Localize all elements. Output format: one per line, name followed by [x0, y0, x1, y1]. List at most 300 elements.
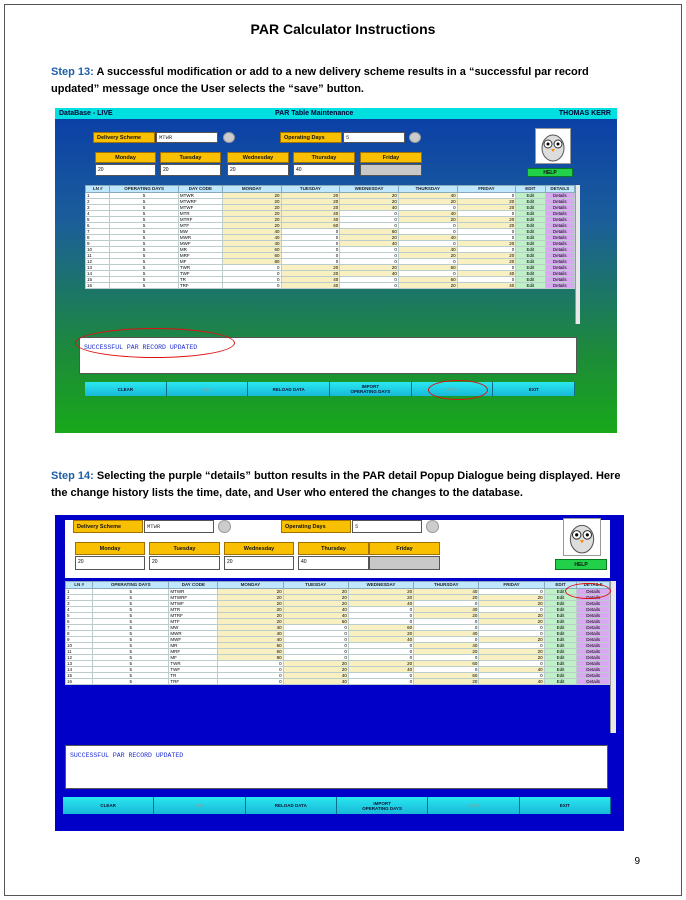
table-scrollbar[interactable]: [575, 185, 580, 324]
details-button[interactable]: Details: [577, 643, 610, 649]
column-header: TUESDAY: [283, 582, 348, 589]
table-cell[interactable]: 20: [281, 205, 340, 211]
table-cell[interactable]: 0: [283, 649, 348, 655]
edit-button[interactable]: Edit: [516, 283, 545, 289]
thursday-input[interactable]: 40: [298, 556, 369, 570]
table-cell[interactable]: 20: [414, 679, 479, 685]
details-button[interactable]: Details: [545, 271, 574, 277]
delivery-scheme-field[interactable]: MTWR: [144, 520, 214, 533]
table-cell[interactable]: 40: [457, 271, 516, 277]
wednesday-header: Wednesday: [224, 542, 294, 555]
table-cell[interactable]: 0: [479, 661, 544, 667]
table-cell[interactable]: 20: [222, 205, 281, 211]
table-cell: 10: [86, 247, 110, 253]
table-cell[interactable]: 40: [414, 631, 479, 637]
edit-button[interactable]: Edit: [544, 607, 577, 613]
table-cell[interactable]: 20: [398, 253, 457, 259]
edit-button[interactable]: Edit: [516, 229, 545, 235]
table-cell[interactable]: 20: [222, 217, 281, 223]
table-cell[interactable]: 60: [222, 247, 281, 253]
table-cell[interactable]: 20: [281, 193, 340, 199]
details-button[interactable]: Details: [577, 667, 610, 673]
table-cell[interactable]: 20: [479, 637, 544, 643]
table-cell: 16: [86, 283, 110, 289]
edit-button[interactable]: Edit: [516, 259, 545, 265]
operating-days-field[interactable]: 5: [343, 132, 405, 143]
table-cell: TWR: [178, 265, 222, 271]
table-cell[interactable]: 0: [218, 661, 283, 667]
details-button[interactable]: Details: [545, 259, 574, 265]
table-cell[interactable]: 0: [414, 625, 479, 631]
table-cell[interactable]: 0: [222, 265, 281, 271]
table-cell: 5: [110, 241, 178, 247]
table-cell[interactable]: 40: [398, 211, 457, 217]
table-cell[interactable]: 40: [457, 283, 516, 289]
table-scrollbar[interactable]: [610, 581, 616, 733]
table-cell[interactable]: 0: [340, 259, 399, 265]
tuesday-input[interactable]: 20: [160, 164, 221, 176]
table-cell[interactable]: 20: [283, 667, 348, 673]
table-row[interactable]: [66, 679, 610, 685]
edit-button[interactable]: Edit: [516, 193, 545, 199]
table-cell[interactable]: 20: [340, 193, 399, 199]
step-13-paragraph: [51, 64, 621, 98]
table-cell[interactable]: 20: [340, 199, 399, 205]
edit-button[interactable]: Edit: [544, 589, 577, 595]
table-cell[interactable]: 20: [479, 649, 544, 655]
table-cell[interactable]: 0: [457, 229, 516, 235]
edit-button[interactable]: Edit: [516, 277, 545, 283]
edit-button[interactable]: Edit: [544, 643, 577, 649]
table-cell[interactable]: 40: [222, 229, 281, 235]
import-operating-days-button[interactable]: IMPORT OPERATING DAYS: [330, 382, 412, 396]
table-cell[interactable]: 40: [281, 283, 340, 289]
page-number: 9: [634, 856, 640, 867]
table-cell[interactable]: 20: [283, 601, 348, 607]
details-button[interactable]: Details: [545, 199, 574, 205]
details-button[interactable]: Details: [577, 607, 610, 613]
details-button[interactable]: Details: [577, 649, 610, 655]
details-button[interactable]: Details: [577, 601, 610, 607]
table-cell[interactable]: 20: [457, 253, 516, 259]
table-cell[interactable]: 60: [398, 265, 457, 271]
table-cell[interactable]: 20: [457, 241, 516, 247]
table-cell[interactable]: 0: [398, 229, 457, 235]
table-cell: 1: [86, 193, 110, 199]
table-cell[interactable]: 40: [398, 247, 457, 253]
table-cell[interactable]: 0: [479, 607, 544, 613]
monday-input[interactable]: 20: [75, 556, 145, 570]
table-cell[interactable]: 20: [414, 613, 479, 619]
edit-button[interactable]: Edit: [516, 271, 545, 277]
table-cell[interactable]: 0: [340, 223, 399, 229]
table-cell[interactable]: 20: [414, 595, 479, 601]
table-cell[interactable]: 60: [283, 619, 348, 625]
table-cell[interactable]: 60: [398, 277, 457, 283]
edit-button[interactable]: Edit: [516, 265, 545, 271]
table-cell[interactable]: 0: [283, 637, 348, 643]
column-header: THURSDAY: [398, 186, 457, 193]
thursday-input[interactable]: 40: [293, 164, 355, 176]
table-cell: 5: [110, 223, 178, 229]
details-button[interactable]: Details: [545, 277, 574, 283]
table-cell[interactable]: 80: [218, 655, 283, 661]
table-cell[interactable]: 0: [281, 247, 340, 253]
friday-input[interactable]: [369, 556, 440, 570]
table-cell[interactable]: 0: [222, 283, 281, 289]
table-cell[interactable]: 0: [348, 643, 413, 649]
details-button[interactable]: Details: [577, 661, 610, 667]
table-cell: 5: [66, 613, 93, 619]
details-button[interactable]: Details: [545, 229, 574, 235]
table-cell[interactable]: 0: [218, 679, 283, 685]
help-button[interactable]: HELP: [555, 559, 607, 570]
details-button[interactable]: Details: [545, 247, 574, 253]
table-cell[interactable]: 20: [222, 199, 281, 205]
exit-button[interactable]: EXIT: [493, 382, 575, 396]
edit-button[interactable]: Edit: [516, 253, 545, 259]
table-cell: MWF: [178, 241, 222, 247]
table-cell[interactable]: 0: [457, 211, 516, 217]
table-cell[interactable]: 0: [414, 637, 479, 643]
table-cell: 5: [93, 607, 169, 613]
table-cell[interactable]: 40: [283, 673, 348, 679]
table-cell[interactable]: 0: [414, 619, 479, 625]
save-button[interactable]: SAVE: [412, 382, 494, 396]
column-header: FRIDAY: [457, 186, 516, 193]
table-cell[interactable]: 0: [479, 589, 544, 595]
edit-button[interactable]: Edit: [516, 217, 545, 223]
table-cell[interactable]: 20: [218, 607, 283, 613]
table-cell[interactable]: 40: [222, 235, 281, 241]
table-cell[interactable]: 20: [283, 595, 348, 601]
edit-button[interactable]: Edit: [544, 667, 577, 673]
table-cell[interactable]: 20: [340, 265, 399, 271]
delivery-scheme-label: Delivery Scheme: [73, 520, 143, 533]
table-cell[interactable]: 0: [218, 667, 283, 673]
edit-button[interactable]: Edit: [516, 205, 545, 211]
table-cell[interactable]: 0: [283, 655, 348, 661]
table-cell[interactable]: 0: [283, 643, 348, 649]
screenshot-step-13: [55, 108, 617, 433]
edit-button[interactable]: Edit: [544, 673, 577, 679]
table-cell[interactable]: 40: [283, 607, 348, 613]
edit-button[interactable]: Edit: [516, 211, 545, 217]
table-cell: MTR: [178, 211, 222, 217]
table-cell: 9: [86, 241, 110, 247]
exit-button[interactable]: EXIT: [520, 797, 611, 814]
details-button[interactable]: Details: [577, 589, 610, 595]
table-cell[interactable]: 20: [457, 223, 516, 229]
table-cell[interactable]: 40: [281, 211, 340, 217]
table-cell[interactable]: 40: [218, 637, 283, 643]
table-cell: 9: [66, 637, 93, 643]
table-cell[interactable]: 40: [348, 637, 413, 643]
table-cell: 5: [93, 649, 169, 655]
table-cell[interactable]: 20: [222, 223, 281, 229]
delivery-scheme-field[interactable]: MTWR: [156, 132, 218, 143]
table-cell[interactable]: 40: [348, 601, 413, 607]
details-button[interactable]: Details: [577, 673, 610, 679]
table-cell[interactable]: 0: [414, 667, 479, 673]
table-cell[interactable]: 20: [218, 589, 283, 595]
edit-button[interactable]: Edit: [544, 649, 577, 655]
edit-button[interactable]: Edit: [544, 637, 577, 643]
table-cell[interactable]: 0: [340, 217, 399, 223]
table-cell: MRF: [178, 253, 222, 259]
table-cell[interactable]: 20: [479, 655, 544, 661]
reload-data-button[interactable]: RELOAD DATA: [246, 797, 337, 814]
table-cell[interactable]: 40: [398, 193, 457, 199]
details-button[interactable]: Details: [545, 253, 574, 259]
table-cell[interactable]: 40: [283, 613, 348, 619]
details-button[interactable]: Details: [545, 283, 574, 289]
edit-button[interactable]: Edit: [516, 223, 545, 229]
details-button[interactable]: Details: [545, 265, 574, 271]
table-cell[interactable]: 0: [222, 271, 281, 277]
table-cell[interactable]: 0: [479, 625, 544, 631]
delivery-scheme-lookup-icon[interactable]: [218, 520, 231, 533]
edit-button[interactable]: Edit: [544, 613, 577, 619]
table-cell[interactable]: 0: [479, 673, 544, 679]
table-cell[interactable]: 0: [398, 259, 457, 265]
table-cell[interactable]: 40: [218, 631, 283, 637]
table-cell[interactable]: 20: [457, 205, 516, 211]
table-cell[interactable]: 20: [340, 235, 399, 241]
table-cell[interactable]: 20: [479, 595, 544, 601]
table-cell[interactable]: 0: [348, 613, 413, 619]
table-cell[interactable]: 40: [414, 607, 479, 613]
table-cell[interactable]: 40: [218, 625, 283, 631]
table-cell[interactable]: 0: [348, 655, 413, 661]
details-button[interactable]: Details: [577, 655, 610, 661]
table-cell[interactable]: 20: [414, 649, 479, 655]
clear-button[interactable]: CLEAR: [85, 382, 167, 396]
table-cell[interactable]: 0: [218, 673, 283, 679]
table-cell[interactable]: 20: [479, 601, 544, 607]
table-cell: 5: [110, 229, 178, 235]
table-cell[interactable]: 40: [281, 277, 340, 283]
table-cell[interactable]: 20: [479, 613, 544, 619]
app-title-bar: [55, 108, 617, 119]
table-cell[interactable]: 0: [340, 211, 399, 217]
table-cell[interactable]: 20: [457, 259, 516, 265]
table-cell[interactable]: 20: [281, 199, 340, 205]
details-button[interactable]: Details: [545, 205, 574, 211]
operating-days-label: Operating Days: [281, 520, 351, 533]
clear-button[interactable]: CLEAR: [63, 797, 154, 814]
edit-button[interactable]: Edit: [544, 595, 577, 601]
details-button[interactable]: Details: [577, 625, 610, 631]
table-cell[interactable]: 60: [340, 229, 399, 235]
table-cell[interactable]: 20: [398, 199, 457, 205]
table-cell[interactable]: 20: [398, 217, 457, 223]
table-cell[interactable]: 20: [218, 601, 283, 607]
wednesday-input[interactable]: 20: [227, 164, 289, 176]
table-cell[interactable]: 0: [340, 247, 399, 253]
table-cell[interactable]: 0: [348, 607, 413, 613]
table-cell[interactable]: 0: [283, 625, 348, 631]
save-button[interactable]: SAVE: [428, 797, 519, 814]
add-button[interactable]: ADD: [154, 797, 245, 814]
table-cell: 5: [93, 619, 169, 625]
edit-button[interactable]: Edit: [516, 235, 545, 241]
table-cell[interactable]: 20: [218, 595, 283, 601]
table-cell[interactable]: 20: [457, 217, 516, 223]
table-cell[interactable]: 60: [414, 661, 479, 667]
table-cell: 1: [66, 589, 93, 595]
table-cell[interactable]: 0: [348, 673, 413, 679]
add-button[interactable]: ADD: [167, 382, 249, 396]
window-title: PAR Table Maintenance: [275, 110, 354, 117]
table-cell[interactable]: 40: [281, 217, 340, 223]
table-cell[interactable]: 40: [479, 667, 544, 673]
details-highlight-oval: [565, 583, 611, 599]
edit-button[interactable]: Edit: [544, 625, 577, 631]
table-cell[interactable]: 0: [281, 235, 340, 241]
table-cell[interactable]: 20: [348, 661, 413, 667]
thursday-header: Thursday: [293, 152, 355, 163]
table-cell[interactable]: 0: [457, 265, 516, 271]
column-header: OPERATING DAYS: [110, 186, 178, 193]
details-button[interactable]: Details: [577, 619, 610, 625]
table-cell[interactable]: 60: [218, 649, 283, 655]
edit-button[interactable]: Edit: [516, 241, 545, 247]
table-cell[interactable]: 20: [283, 589, 348, 595]
details-button[interactable]: Details: [545, 223, 574, 229]
table-cell[interactable]: 60: [222, 253, 281, 259]
table-cell[interactable]: 20: [281, 265, 340, 271]
table-cell[interactable]: 20: [348, 589, 413, 595]
monday-input[interactable]: 20: [95, 164, 156, 176]
table-cell[interactable]: 20: [348, 595, 413, 601]
table-cell: 5: [93, 631, 169, 637]
table-cell: 5: [110, 253, 178, 259]
table-cell[interactable]: 60: [348, 625, 413, 631]
operating-days-lookup-icon[interactable]: [426, 520, 439, 533]
table-cell[interactable]: 0: [283, 631, 348, 637]
table-cell[interactable]: 0: [348, 619, 413, 625]
column-header: FRIDAY: [479, 582, 544, 589]
table-cell[interactable]: 20: [222, 211, 281, 217]
edit-button[interactable]: Edit: [544, 601, 577, 607]
table-cell[interactable]: 0: [457, 247, 516, 253]
table-row[interactable]: [86, 283, 575, 289]
table-cell[interactable]: 0: [457, 193, 516, 199]
table-cell[interactable]: 60: [281, 223, 340, 229]
friday-input[interactable]: [360, 164, 422, 176]
details-button[interactable]: Details: [545, 193, 574, 199]
table-cell[interactable]: 40: [340, 271, 399, 277]
table-cell[interactable]: 0: [222, 277, 281, 283]
table-cell[interactable]: 40: [283, 679, 348, 685]
edit-button[interactable]: Edit: [544, 619, 577, 625]
edit-button[interactable]: Edit: [516, 247, 545, 253]
column-header: TUESDAY: [281, 186, 340, 193]
table-cell: 5: [110, 211, 178, 217]
table-cell[interactable]: 40: [340, 241, 399, 247]
table-cell[interactable]: 40: [222, 241, 281, 247]
table-cell[interactable]: 0: [281, 241, 340, 247]
reload-data-button[interactable]: RELOAD DATA: [248, 382, 330, 396]
table-cell: TWF: [169, 667, 218, 673]
table-cell[interactable]: 40: [414, 589, 479, 595]
table-cell[interactable]: 20: [218, 619, 283, 625]
table-cell[interactable]: 40: [340, 205, 399, 211]
details-button[interactable]: Details: [577, 595, 610, 601]
table-cell[interactable]: 0: [414, 655, 479, 661]
table-cell[interactable]: 0: [479, 643, 544, 649]
table-cell[interactable]: 0: [281, 229, 340, 235]
table-cell[interactable]: 20: [283, 661, 348, 667]
edit-button[interactable]: Edit: [544, 679, 577, 685]
details-button[interactable]: Details: [545, 241, 574, 247]
operating-days-lookup-icon[interactable]: [409, 132, 421, 143]
table-cell[interactable]: 40: [348, 667, 413, 673]
edit-button[interactable]: Edit: [544, 631, 577, 637]
table-cell[interactable]: 20: [222, 193, 281, 199]
table-cell[interactable]: 20: [398, 283, 457, 289]
table-cell[interactable]: 0: [281, 259, 340, 265]
details-button[interactable]: Details: [545, 211, 574, 217]
table-cell[interactable]: 40: [398, 235, 457, 241]
table-cell[interactable]: 20: [218, 613, 283, 619]
table-cell[interactable]: 20: [281, 271, 340, 277]
table-cell[interactable]: 0: [457, 277, 516, 283]
table-cell[interactable]: 0: [398, 241, 457, 247]
table-cell[interactable]: 0: [340, 253, 399, 259]
column-header: DETAILS: [545, 186, 574, 193]
edit-button[interactable]: Edit: [544, 655, 577, 661]
table-cell[interactable]: 20: [348, 631, 413, 637]
table-cell[interactable]: 40: [479, 679, 544, 685]
import-operating-days-button[interactable]: IMPORT OPERATING DAYS: [337, 797, 428, 814]
wednesday-input[interactable]: 20: [224, 556, 294, 570]
details-button[interactable]: Details: [545, 235, 574, 241]
tuesday-input[interactable]: 20: [149, 556, 220, 570]
table-cell[interactable]: 40: [414, 643, 479, 649]
help-button[interactable]: HELP: [527, 168, 573, 177]
details-button[interactable]: Details: [577, 637, 610, 643]
details-button[interactable]: Details: [577, 631, 610, 637]
details-button[interactable]: Details: [545, 217, 574, 223]
table-cell[interactable]: 0: [398, 223, 457, 229]
monday-header: Monday: [95, 152, 156, 163]
table-cell[interactable]: 0: [340, 277, 399, 283]
table-cell[interactable]: 0: [398, 271, 457, 277]
table-cell[interactable]: 0: [457, 235, 516, 241]
table-cell[interactable]: 60: [218, 643, 283, 649]
table-cell[interactable]: 0: [281, 253, 340, 259]
table-cell[interactable]: 0: [340, 283, 399, 289]
table-cell[interactable]: 0: [414, 601, 479, 607]
table-cell[interactable]: 0: [348, 649, 413, 655]
details-button[interactable]: Details: [577, 679, 610, 685]
operating-days-field[interactable]: 5: [352, 520, 422, 533]
delivery-scheme-lookup-icon[interactable]: [223, 132, 235, 143]
table-cell: 12: [86, 259, 110, 265]
table-cell[interactable]: 0: [479, 631, 544, 637]
table-cell[interactable]: 20: [457, 199, 516, 205]
table-cell[interactable]: 0: [348, 679, 413, 685]
edit-button[interactable]: Edit: [544, 661, 577, 667]
table-cell[interactable]: 60: [414, 673, 479, 679]
details-button[interactable]: Details: [577, 613, 610, 619]
edit-button[interactable]: Edit: [516, 199, 545, 205]
table-cell[interactable]: 80: [222, 259, 281, 265]
table-cell[interactable]: 0: [398, 205, 457, 211]
table-cell[interactable]: 20: [479, 619, 544, 625]
